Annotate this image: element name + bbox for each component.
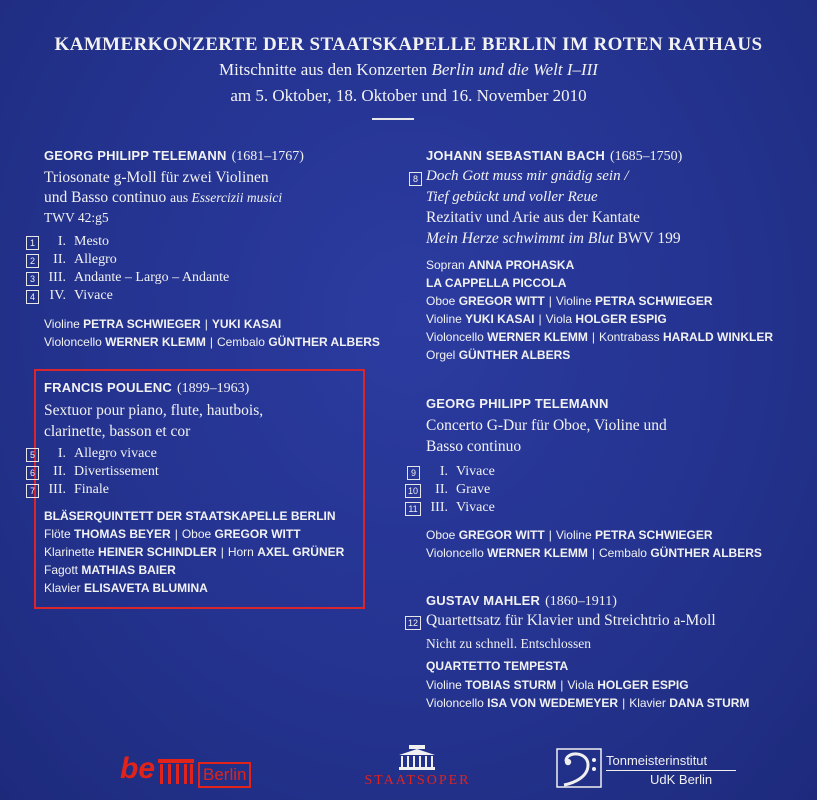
movement-number: III. (430, 500, 448, 515)
university-name: UdK Berlin (650, 772, 713, 787)
instrument: Viola (567, 678, 598, 692)
performer-line (44, 563, 176, 577)
performer-name: ELISAVETA BLUMINA (84, 581, 208, 595)
movement-title: Andante – Largo – Andante (74, 270, 230, 285)
ensemble-name (426, 659, 568, 673)
page-title: KAMMERKONZERTE DER STAATSKAPELLE BERLIN IM ROTEN RATHAUS (54, 34, 763, 55)
movement (426, 482, 490, 498)
movement-title: Finale (74, 482, 109, 497)
performer-name: MATHIAS BAIER (81, 563, 176, 577)
performer-line (426, 546, 762, 560)
movement-title: Allegro (74, 252, 117, 267)
subtitle-text: Mitschnitte aus den Konzerten (219, 60, 432, 79)
performer-name: WERNER KLEMM (105, 335, 206, 349)
work-text: und Basso continuo (44, 189, 171, 206)
instrument: Fagott (44, 563, 82, 577)
berlin-logo-box (198, 762, 251, 788)
be-berlin-logo (120, 752, 270, 790)
performer-line (426, 678, 689, 692)
instrument: Violine (44, 317, 84, 331)
composer-name: FRANCIS POULENC (44, 380, 172, 395)
performer-name: GREGOR WITT (214, 527, 301, 541)
instrument: Violoncello (426, 546, 488, 560)
separator: | (622, 696, 626, 710)
performer-name: GÜNTHER ALBERS (268, 335, 380, 349)
instrument: Cembalo (598, 546, 651, 560)
berlin-logo-text: Berlin (203, 765, 247, 784)
composer-poulenc (44, 380, 249, 397)
work-title-line: Sextuor pour piano, flute, hautbois, (44, 402, 264, 419)
separator: | (548, 294, 552, 308)
work-collection: Essercizii musici (191, 190, 283, 205)
performer-name: PETRA SCHWIEGER (594, 528, 713, 542)
performer-name: DANA STURM (669, 696, 750, 710)
track-number-box: 5 (26, 448, 39, 462)
composer-telemann-1 (44, 148, 304, 165)
movement-title: Vivace (456, 464, 495, 479)
institute-name: Tonmeisterinstitut (606, 753, 708, 768)
movement (44, 482, 109, 498)
movement-number: III. (48, 270, 66, 285)
separator: | (591, 546, 595, 560)
track-number-box: 6 (26, 466, 39, 480)
instrument: Klarinette (44, 545, 99, 559)
instrument: Violine (555, 528, 595, 542)
performer-name: GÜNTHER ALBERS (650, 546, 762, 560)
opera-house-icon (395, 745, 439, 771)
ensemble-title: LA CAPPELLA PICCOLA (426, 276, 567, 290)
composer-years: (1681–1767) (231, 149, 304, 164)
instrument: Oboe (426, 294, 459, 308)
performer-name: HARALD WINKLER (663, 330, 773, 344)
work-text: aus (170, 190, 192, 205)
movement (44, 464, 159, 480)
staatsoper-logo (355, 745, 480, 795)
track-number-box: 10 (405, 484, 421, 498)
performer-name: WERNER KLEMM (487, 546, 588, 560)
performer-line (44, 317, 281, 331)
movement (426, 464, 495, 480)
performer-line (44, 335, 380, 349)
performer-line (426, 330, 773, 344)
instrument: Horn (227, 545, 258, 559)
movement (44, 252, 117, 268)
composer-mahler (426, 593, 617, 610)
composer-years: (1860–1911) (545, 594, 617, 609)
performer-name: WERNER KLEMM (487, 330, 588, 344)
separator: | (560, 678, 564, 692)
ensemble-name (426, 276, 566, 290)
performer-name: PETRA SCHWIEGER (83, 317, 201, 331)
instrument: Klavier (44, 581, 85, 595)
instrument: Flöte (44, 527, 75, 541)
movement-number: I. (57, 234, 66, 249)
instrument: Violine (555, 294, 595, 308)
instrument: Cembalo (216, 335, 269, 349)
ensemble-name (44, 509, 336, 523)
performer-name: AXEL GRÜNER (257, 545, 345, 559)
separator: | (548, 528, 552, 542)
performer-line (44, 545, 344, 559)
instrument: Klavier (629, 696, 670, 710)
track-number-box: 8 (409, 172, 422, 186)
staatsoper-logo-text: STAATSOPER (364, 773, 471, 788)
bass-clef-icon (556, 745, 602, 791)
ensemble-title: QUARTETTO TEMPESTA (426, 659, 569, 673)
instrument: Violine (426, 312, 466, 326)
track-number-box: 3 (26, 272, 39, 286)
separator: | (174, 527, 178, 541)
track-number-box: 11 (405, 502, 421, 516)
instrument: Sopran (426, 258, 469, 272)
movement (44, 234, 109, 250)
catalog-number: BWV 199 (613, 230, 681, 247)
work-title-line: Rezitativ und Arie aus der Kantate (426, 209, 640, 226)
performer-line (426, 348, 570, 362)
movement-number: II. (53, 464, 66, 479)
work-title-line (426, 230, 681, 248)
performer-name: ANNA PROHASKA (468, 258, 575, 272)
track-number-box: 2 (26, 254, 39, 268)
movement-title: Allegro vivace (74, 446, 157, 461)
institute-divider (606, 770, 736, 771)
instrument: Kontrabass (598, 330, 663, 344)
work-title-line: Tief gebückt und voller Reue (426, 189, 598, 205)
composer-telemann-2 (426, 396, 609, 413)
instrument: Oboe (181, 527, 215, 541)
brandenburg-gate-icon (156, 756, 196, 786)
performer-line (426, 294, 713, 308)
instrument: Violoncello (426, 330, 488, 344)
movement-number: I. (439, 464, 448, 479)
performer-name: YUKI KASAI (465, 312, 535, 326)
performer-name: PETRA SCHWIEGER (594, 294, 713, 308)
composer-years: (1685–1750) (610, 149, 683, 164)
movement-number: II. (435, 482, 448, 497)
performer-name: GREGOR WITT (458, 294, 545, 308)
concert-dates: am 5. Oktober, 18. Oktober und 16. November 2010 (230, 86, 587, 105)
be-logo-text: be (120, 752, 156, 785)
performer-name: HOLGER ESPIG (575, 312, 667, 326)
work-title-line: Quartettsatz für Klavier und Streichtrio a-Moll (426, 612, 716, 629)
movement-number: IV. (49, 288, 66, 303)
instrument: Violoncello (426, 696, 488, 710)
track-number-box: 4 (26, 290, 39, 304)
header-divider (372, 118, 414, 120)
performer-name: HEINER SCHINDLER (98, 545, 217, 559)
movement-title: Vivace (456, 500, 495, 515)
subtitle-concert-series: Berlin und die Welt I–III (431, 60, 598, 79)
separator: | (209, 335, 213, 349)
page-subtitle (0, 60, 817, 80)
tonmeisterinstitut-logo (556, 745, 746, 793)
performer-name: YUKI KASAI (211, 317, 282, 331)
track-number-box: 1 (26, 236, 39, 250)
performer-name: ISA VON WEDEMEYER (487, 696, 619, 710)
performer-name: GREGOR WITT (458, 528, 545, 542)
composer-years: (1899–1963) (176, 381, 250, 396)
performer-line (426, 258, 574, 272)
movement (44, 446, 157, 462)
performer-name: HOLGER ESPIG (597, 678, 689, 692)
work-title-line: Concerto G-Dur für Oboe, Violine und (426, 417, 667, 434)
movement (426, 500, 495, 516)
performer-line (426, 528, 713, 542)
instrument: Violine (426, 678, 466, 692)
movement (44, 288, 113, 304)
tempo-marking: Nicht zu schnell. Entschlossen (426, 636, 591, 651)
performer-name: GÜNTHER ALBERS (458, 348, 571, 362)
work-title-line: Triosonate g-Moll für zwei Violinen (44, 169, 269, 186)
composer-name: GEORG PHILIPP TELEMANN (426, 396, 609, 411)
performer-name: THOMAS BEYER (74, 527, 171, 541)
performer-line (426, 312, 667, 326)
movement-title: Grave (456, 482, 491, 497)
movement-title: Divertissement (74, 464, 159, 479)
instrument: Oboe (426, 528, 459, 542)
movement-title: Mesto (74, 234, 109, 249)
movement-number: I. (57, 446, 66, 461)
ensemble-title: BLÄSERQUINTETT DER STAATSKAPELLE BERLIN (44, 509, 336, 523)
movement-number: III. (48, 482, 66, 497)
instrument: Violoncello (44, 335, 106, 349)
track-number-box: 12 (405, 616, 421, 630)
composer-name: JOHANN SEBASTIAN BACH (426, 148, 605, 163)
track-number-box: 7 (26, 484, 39, 498)
performer-line (426, 696, 749, 710)
instrument: Viola (545, 312, 576, 326)
work-title-line: Doch Gott muss mir gnädig sein / (426, 168, 629, 184)
performer-name: TOBIAS STURM (465, 678, 557, 692)
performer-line (44, 527, 301, 541)
separator: | (538, 312, 542, 326)
composer-bach (426, 148, 682, 165)
separator: | (204, 317, 208, 331)
performer-line (44, 581, 208, 595)
separator: | (220, 545, 224, 559)
track-number-box: 9 (407, 466, 420, 480)
catalog-number: TWV 42:g5 (44, 210, 109, 225)
composer-name: GEORG PHILIPP TELEMANN (44, 148, 227, 163)
separator: | (591, 330, 595, 344)
movement (44, 270, 229, 286)
instrument: Orgel (426, 348, 459, 362)
movement-number: II. (53, 252, 66, 267)
cantata-title: Mein Herze schwimmt im Blut (426, 230, 614, 247)
work-title-line: Basso continuo (426, 438, 522, 455)
work-title-line: clarinette, basson et cor (44, 423, 191, 440)
composer-name: GUSTAV MAHLER (426, 593, 541, 608)
movement-title: Vivace (74, 288, 113, 303)
work-title-line (44, 189, 282, 207)
